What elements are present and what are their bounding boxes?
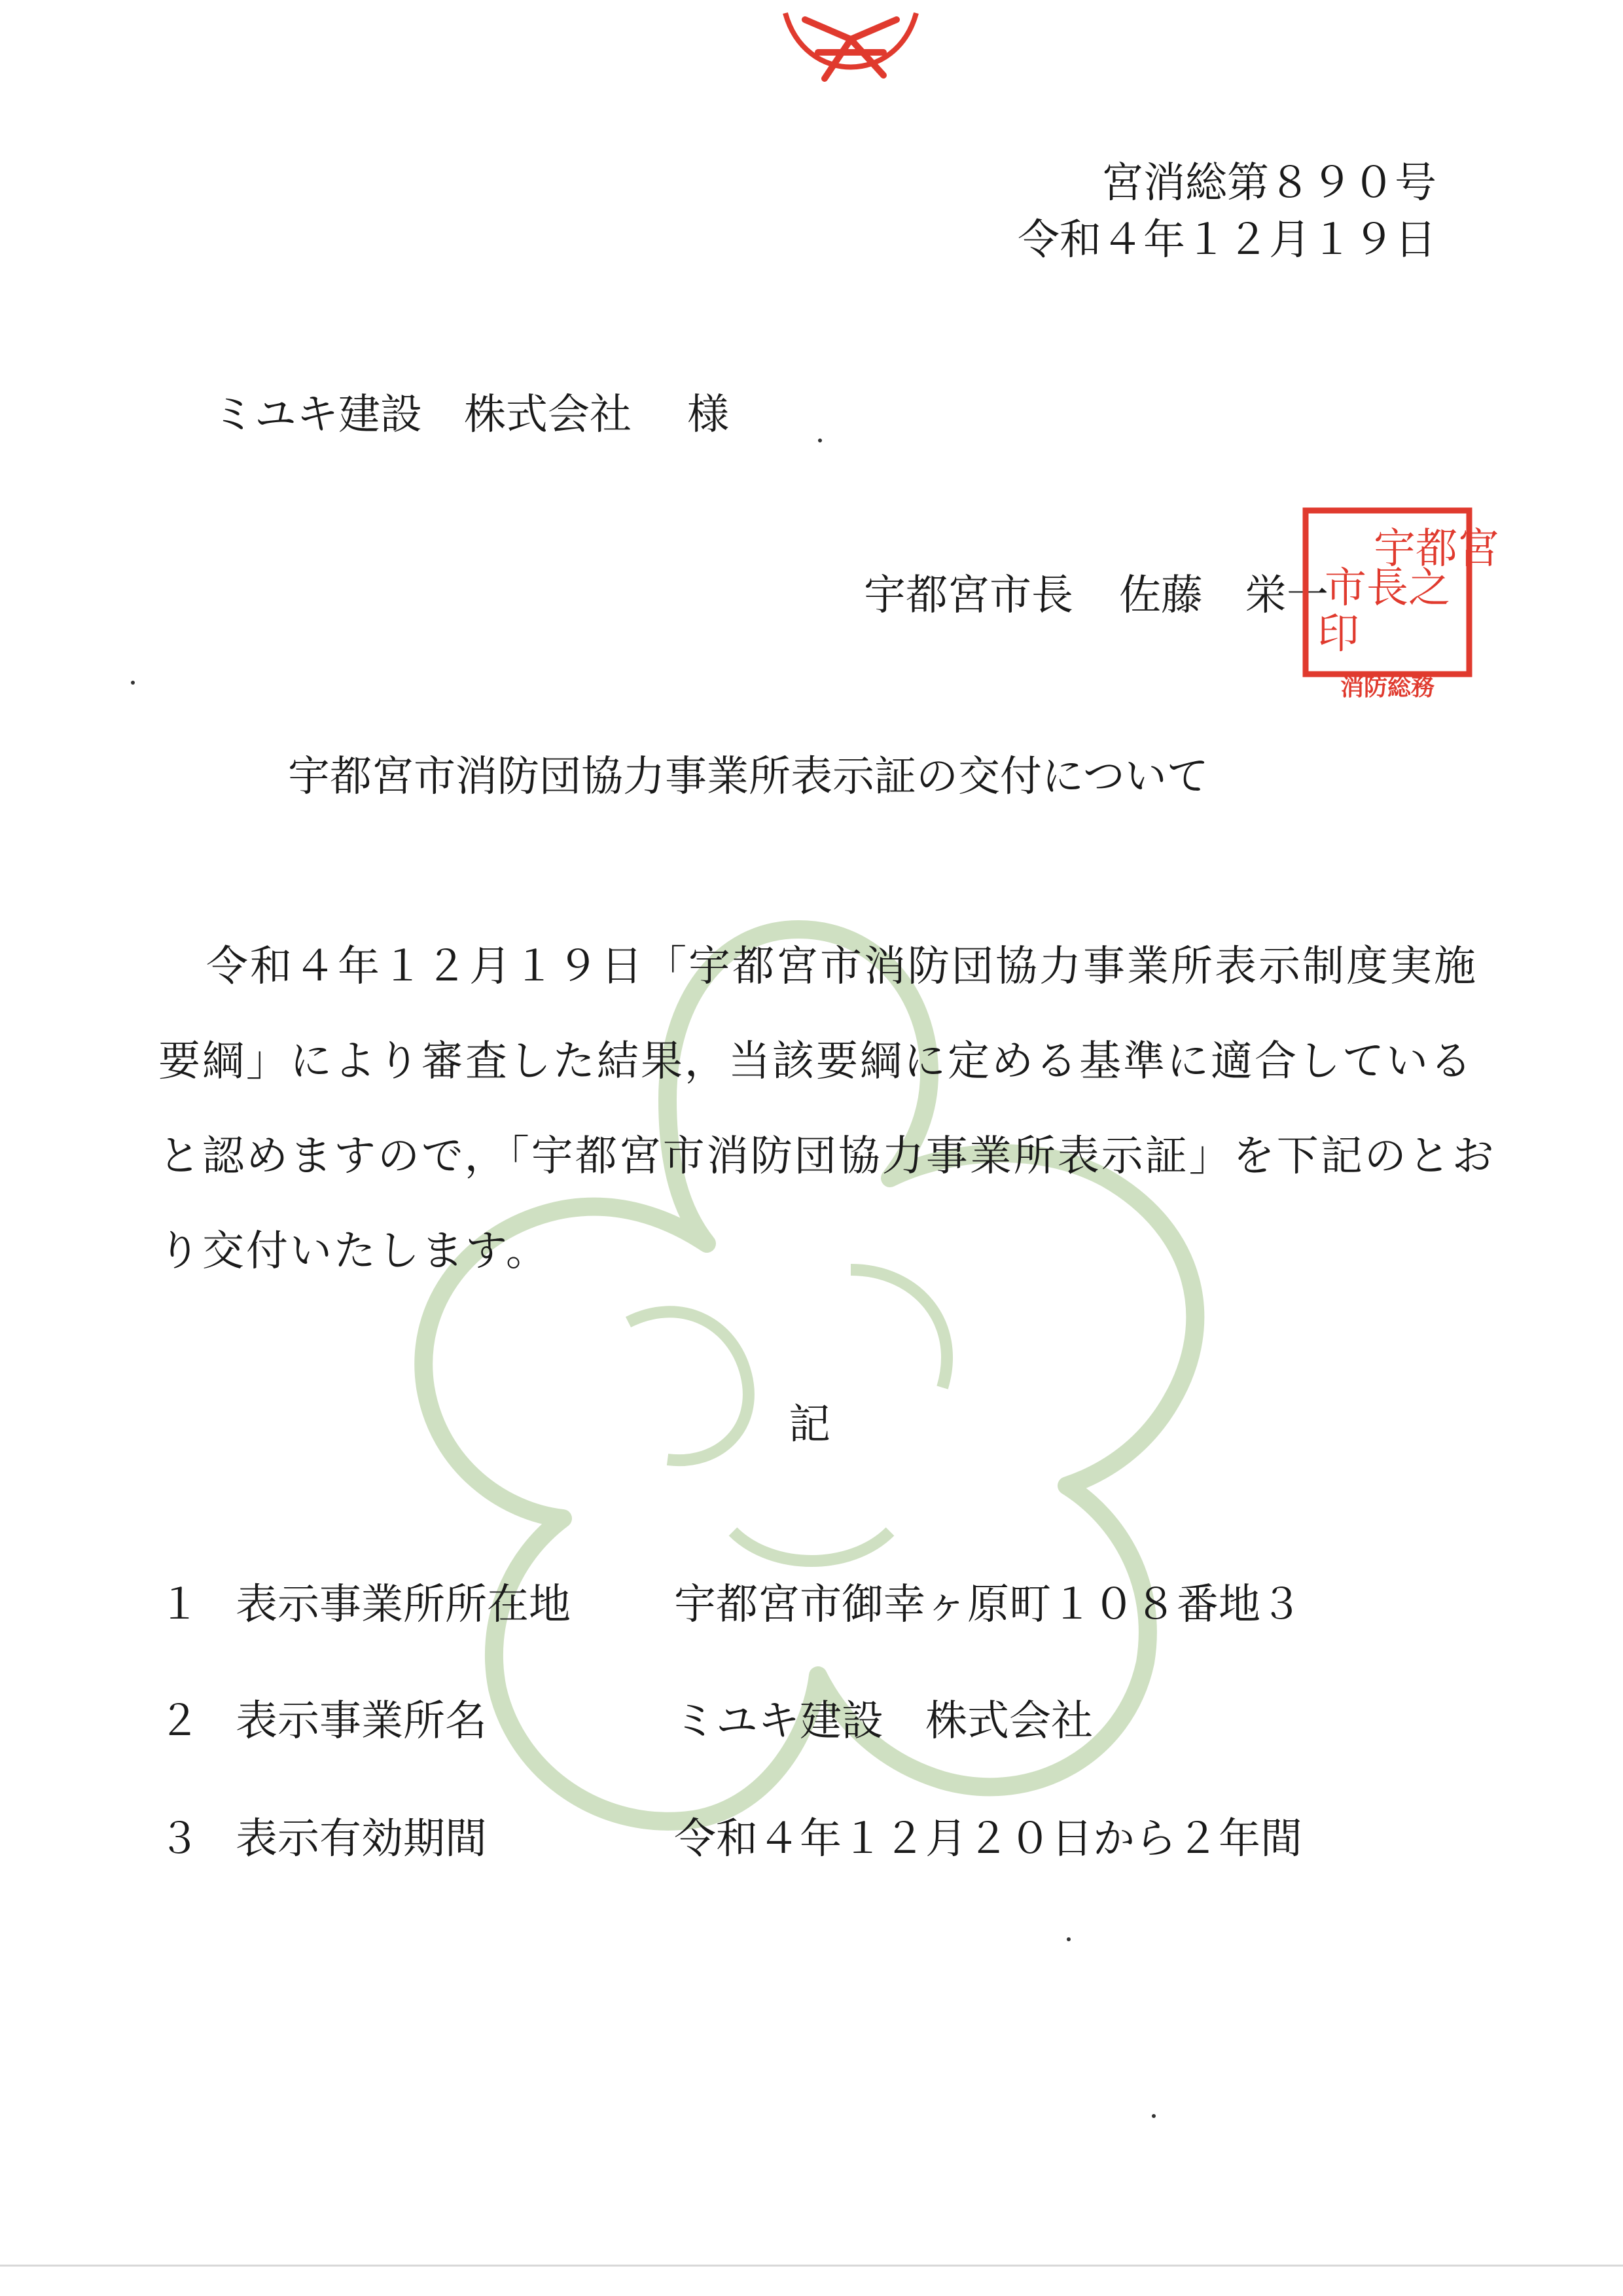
- seal-stamp-label: 消防総務: [1340, 674, 1435, 701]
- sender-name: 佐藤 栄一: [1119, 571, 1329, 620]
- ki-heading: 記: [789, 1401, 830, 1449]
- document-title: 宇都宮市消防団協力事業所表示証の交付について: [288, 753, 1209, 801]
- document-number: 宮消総第８９０号: [1101, 159, 1436, 207]
- item-3-label: 表示有効期間: [236, 1815, 487, 1863]
- scan-edge-line: [0, 2265, 1623, 2267]
- item-2-label: 表示事業所名: [236, 1697, 487, 1746]
- scan-speck: [1152, 2114, 1156, 2118]
- item-3-value: 令和４年１２月２０日から２年間: [674, 1815, 1302, 1863]
- document-date: 令和４年１２月１９日: [1018, 216, 1436, 264]
- item-2-number: ２: [158, 1697, 200, 1746]
- addressee-honorific: 様: [687, 391, 729, 439]
- item-3-number: ３: [158, 1815, 200, 1863]
- body-line-2: 要綱」により審査した結果，当該要綱に定める基準に適合している: [158, 1037, 1474, 1086]
- receipt-stamp: [779, 0, 923, 98]
- item-1-number: １: [158, 1581, 200, 1629]
- body-line-4: り交付いたします。: [158, 1227, 550, 1276]
- scan-speck: [818, 439, 822, 442]
- seal-line-2: 市長之: [1325, 564, 1450, 613]
- item-1-value: 宇都宮市御幸ヶ原町１０８番地３: [674, 1581, 1302, 1629]
- item-2-value: ミユキ建設 株式会社: [674, 1697, 1093, 1746]
- seal-line-1: 宇都宮: [1374, 525, 1499, 573]
- scan-speck: [131, 681, 135, 685]
- item-1-label: 表示事業所所在地: [236, 1581, 571, 1629]
- body-line-3: と認めますので，「宇都宮市消防団協力事業所表示証」を下記のとお: [158, 1132, 1496, 1181]
- addressee-company: ミユキ建設 株式会社: [213, 391, 632, 439]
- scan-speck: [1067, 1937, 1071, 1941]
- sender-title: 宇都宮市長: [864, 571, 1073, 620]
- body-line-1: 令和４年１２月１９日「宇都宮市消防団協力事業所表示制度実施: [206, 942, 1478, 991]
- seal-line-3: 印: [1317, 610, 1359, 658]
- mayor-official-seal: [1299, 504, 1499, 701]
